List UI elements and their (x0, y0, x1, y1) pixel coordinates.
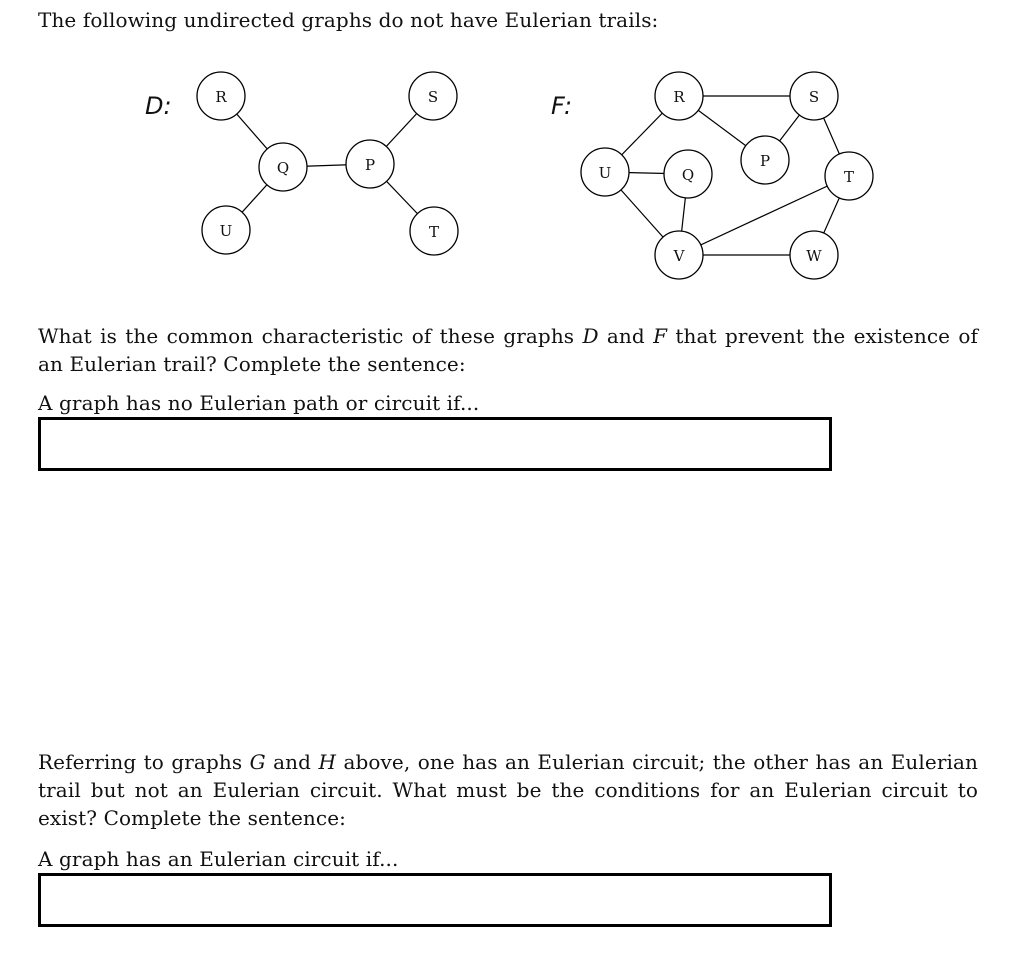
var-h: H (318, 750, 337, 774)
graph-d-node-p (346, 140, 394, 188)
question-2-text-b: and (265, 750, 319, 774)
graph-d-node-t (410, 207, 458, 255)
graph-f-node-label: U (598, 164, 612, 182)
graph-f-node-r (655, 72, 703, 120)
prompt-1: A graph has no Eulerian path or circuit if... (38, 391, 480, 415)
graph-f-node-label: S (808, 88, 820, 106)
intro-text: The following undirected graphs do not have Eulerian trails: (38, 8, 659, 32)
question-1-text-a: What is the common characteristic of these graphs (38, 324, 583, 348)
graph-d-node-label: Q (276, 159, 290, 177)
graph-d-node-q (259, 143, 307, 191)
question-1 (38, 322, 978, 378)
graph-d-label: D: (145, 92, 172, 120)
graph-f-node-p (741, 136, 789, 184)
graph-f-label: F: (551, 92, 573, 120)
graph-f-node-label: V (673, 247, 685, 265)
var-g: G (249, 750, 266, 774)
graph-f-node-label: P (759, 152, 771, 170)
graph-f-node-v (655, 231, 703, 279)
graph-d-node-label: P (364, 156, 376, 174)
graph-d-node-s (409, 72, 457, 120)
graph-figures (0, 0, 1024, 300)
prompt-2: A graph has an Eulerian circuit if... (38, 847, 399, 871)
graph-f-node-u (581, 148, 629, 196)
question-1-text-c: that prevent the existence of an Eulerian trail? Complete the sentence: (38, 324, 979, 376)
answer-box-2[interactable] (38, 873, 832, 927)
graph-f (581, 72, 873, 279)
answer-input-1[interactable] (41, 420, 829, 468)
graph-f-node-label: R (673, 88, 685, 106)
graph-f-node-label: Q (681, 166, 695, 184)
graph-d-node-r (197, 72, 245, 120)
answer-box-1[interactable] (38, 417, 832, 471)
graph-f-node-q (664, 150, 712, 198)
question-1-text-b: and (598, 324, 654, 348)
graph-f-node-s (790, 72, 838, 120)
question-2-text-c: above, one has an Eulerian circuit; the other has an Eulerian trail but not an Eulerian circuit. What must be the conditions for an Eulerian circuit to exist? Complete the sentence: (38, 750, 979, 830)
graph-d-node-label: R (215, 88, 227, 106)
graph-f-node-label: T (843, 168, 855, 186)
var-f: F (653, 324, 668, 348)
graph-f-node-w (790, 231, 838, 279)
graph-d-node-label: S (427, 88, 439, 106)
question-2-text-a: Referring to graphs (38, 750, 250, 774)
graph-d-node-label: U (219, 222, 233, 240)
graph-d-node-label: T (428, 223, 440, 241)
graph-d-node-u (202, 206, 250, 254)
answer-input-2[interactable] (41, 876, 829, 924)
graph-f-node-label: W (806, 247, 822, 265)
graph-d (197, 72, 458, 255)
var-d: D (582, 324, 599, 348)
question-2 (38, 748, 978, 832)
graph-f-node-t (825, 152, 873, 200)
